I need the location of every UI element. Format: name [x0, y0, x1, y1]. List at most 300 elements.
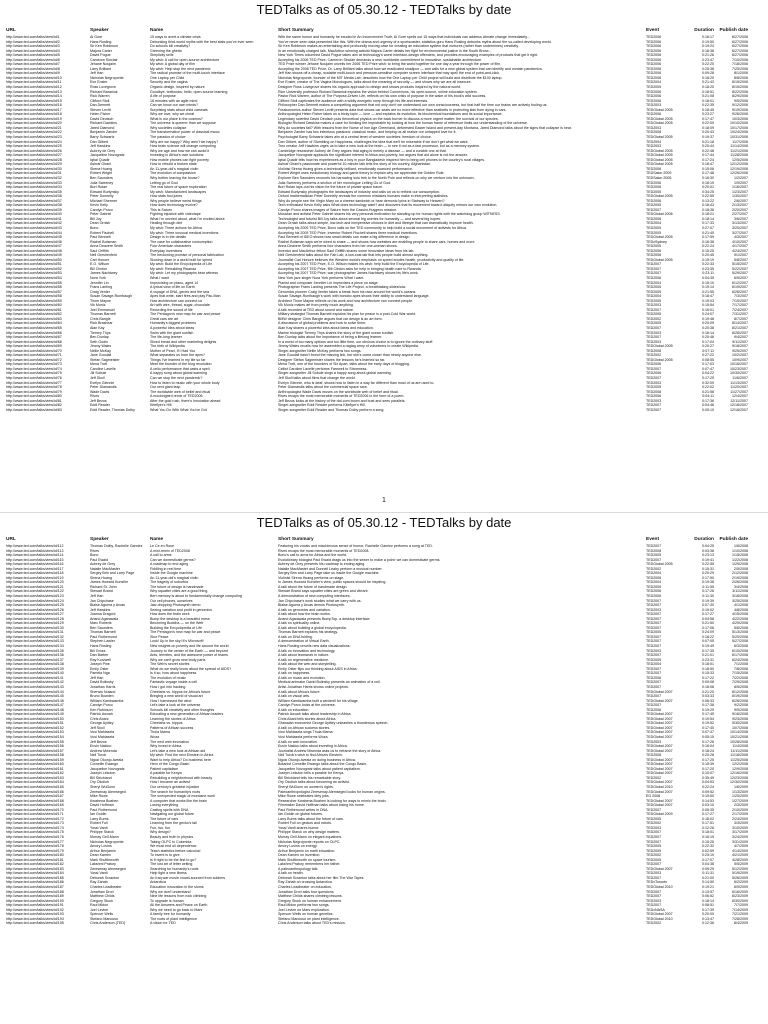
cell-url[interactable]: http://www.ted.com/talks/view/id/154 — [6, 734, 64, 739]
cell-url[interactable]: http://www.ted.com/talks/view/id/30 — [6, 166, 62, 171]
cell-url[interactable]: http://www.ted.com/talks/view/id/119 — [6, 575, 64, 580]
table-body — [0, 35, 768, 412]
cell-event: TED2007 — [646, 671, 662, 676]
cell-url[interactable]: http://www.ted.com/talks/view/id/145 — [6, 694, 64, 699]
cell-speaker: Bill Gross — [90, 648, 106, 653]
cell-url[interactable]: http://www.ted.com/talks/view/id/185 — [6, 875, 64, 880]
cell-duration: 0:23:27 — [702, 112, 714, 117]
cell-duration: 0:18:08 — [702, 684, 714, 689]
cell-url[interactable]: http://www.ted.com/talks/view/id/166 — [6, 789, 64, 794]
cell-url[interactable]: http://www.ted.com/talks/view/id/183 — [6, 866, 64, 871]
cell-name: Losing everything — [150, 803, 179, 808]
cell-name: Why design? — [150, 830, 171, 835]
cell-summary: Ngozi Okonjo-Iweala on doing business in Africa. — [278, 757, 356, 762]
cell-summary: Treo creator Jeff Hawkins urges us to take a new look at the brain — to see it not as a fast processor, but as a memory system. — [278, 144, 480, 149]
cell-url[interactable]: http://www.ted.com/talks/view/id/9 — [6, 71, 60, 76]
cell-url[interactable]: http://www.ted.com/talks/view/id/27 — [6, 153, 62, 158]
cell-url[interactable]: http://www.ted.com/talks/view/id/172 — [6, 816, 64, 821]
cell-url[interactable]: http://www.ted.com/talks/view/id/70 — [6, 348, 62, 353]
cell-speaker: Vusi Mahlasela — [90, 734, 115, 739]
cell-url[interactable]: http://www.ted.com/talks/view/id/132 — [6, 634, 64, 639]
cell-name: Fighting injustice with videotape — [150, 212, 201, 217]
cell-duration: 0:14:50 — [702, 880, 714, 885]
cell-url[interactable]: http://www.ted.com/talks/view/id/156 — [6, 744, 64, 749]
cell-url[interactable]: http://www.ted.com/talks/view/id/163 — [6, 775, 64, 780]
cell-url[interactable]: http://www.ted.com/talks/view/id/28 — [6, 157, 62, 162]
cell-speaker: Arthur Benjamin — [90, 848, 116, 853]
cell-duration: 0:24:07 — [702, 312, 714, 317]
cell-url[interactable]: http://www.ted.com/talks/view/id/53 — [6, 271, 62, 276]
cell-url[interactable]: http://www.ted.com/talks/view/id/121 — [6, 584, 64, 589]
cell-url[interactable]: http://www.ted.com/talks/view/id/188 — [6, 889, 64, 894]
cell-url[interactable]: http://www.ted.com/talks/view/id/10 — [6, 75, 62, 80]
cell-url[interactable]: http://www.ted.com/talks/view/id/136 — [6, 653, 64, 658]
cell-summary: A talk on innovation and technology. — [278, 648, 336, 653]
cell-publish-date: 5/13/2008 — [732, 630, 748, 635]
cell-duration: 0:22:20 — [702, 62, 714, 67]
cell-speaker: Eddi Reader — [90, 403, 110, 408]
cell-speaker: Thom Mayne — [90, 298, 111, 303]
cell-url[interactable]: http://www.ted.com/talks/view/id/57 — [6, 289, 62, 294]
cell-url[interactable]: http://www.ted.com/talks/view/id/124 — [6, 598, 64, 603]
cell-url[interactable]: http://www.ted.com/talks/view/id/42 — [6, 221, 62, 226]
cell-url[interactable]: http://www.ted.com/talks/view/id/128 — [6, 616, 64, 621]
cell-speaker: Carolyn Porco — [90, 703, 113, 708]
cell-speaker: Hans Rosling — [90, 644, 112, 649]
cell-speaker: Amory Lovins — [90, 844, 112, 849]
cell-url[interactable]: http://www.ted.com/talks/view/id/169 — [6, 803, 64, 808]
cell-publish-date: 12/4/2007 — [732, 394, 748, 399]
cell-url[interactable]: http://www.ted.com/talks/view/id/36 — [6, 194, 62, 199]
cell-speaker: Jared Diamond — [90, 125, 115, 130]
cell-publish-date: 1/15/2008 — [732, 553, 748, 558]
cell-url[interactable]: http://www.ted.com/talks/view/id/62 — [6, 312, 62, 317]
cell-url[interactable]: http://www.ted.com/talks/view/id/82 — [6, 403, 62, 408]
cell-publish-date: 11/13/2007 — [730, 380, 748, 385]
cell-url[interactable]: http://www.ted.com/talks/view/id/192 — [6, 907, 64, 912]
cell-url[interactable]: http://www.ted.com/talks/view/id/63 — [6, 316, 62, 321]
cell-name: Inside the Google machine — [150, 571, 193, 576]
cell-url[interactable]: http://www.ted.com/talks/view/id/32 — [6, 175, 62, 180]
cell-url[interactable]: http://www.ted.com/talks/view/id/77 — [6, 380, 62, 385]
cell-url[interactable]: http://www.ted.com/talks/view/id/170 — [6, 807, 64, 812]
cell-speaker: Burt Rutan — [90, 185, 108, 190]
cell-speaker: Nora York — [90, 275, 106, 280]
cell-url[interactable]: http://www.ted.com/talks/view/id/159 — [6, 757, 64, 762]
cell-url[interactable]: http://www.ted.com/talks/view/id/19 — [6, 116, 62, 121]
cell-url[interactable]: http://www.ted.com/talks/view/id/50 — [6, 257, 62, 262]
cell-url[interactable]: http://www.ted.com/talks/view/id/8 — [6, 66, 60, 71]
cell-url[interactable]: http://www.ted.com/talks/view/id/5 — [6, 53, 60, 58]
cell-url[interactable]: http://www.ted.com/talks/view/id/41 — [6, 216, 62, 221]
cell-name: Mother of Pearl, If I Had You — [150, 348, 196, 353]
cell-url[interactable]: http://www.ted.com/talks/view/id/140 — [6, 671, 64, 676]
cell-url[interactable]: http://www.ted.com/talks/view/id/179 — [6, 848, 64, 853]
cell-url[interactable]: http://www.ted.com/talks/view/id/38 — [6, 203, 62, 208]
cell-speaker: Kwabena Boahen — [90, 798, 119, 803]
cell-url[interactable]: http://www.ted.com/talks/view/id/143 — [6, 684, 64, 689]
cell-summary: Euvin Naidoo talks about investing in Africa. — [278, 744, 348, 749]
cell-duration: 0:17:48 — [702, 171, 714, 176]
cell-url[interactable]: http://www.ted.com/talks/view/id/45 — [6, 235, 62, 240]
cell-url[interactable]: http://www.ted.com/talks/view/id/47 — [6, 244, 62, 249]
cell-url[interactable]: http://www.ted.com/talks/view/id/157 — [6, 748, 64, 753]
cell-url[interactable]: http://www.ted.com/talks/view/id/40 — [6, 212, 62, 217]
cell-publish-date: 10/30/2007 — [730, 371, 748, 376]
cell-url[interactable]: http://www.ted.com/talks/view/id/23 — [6, 135, 62, 140]
cell-url[interactable]: http://www.ted.com/talks/view/id/12 — [6, 85, 62, 90]
cell-event: TEDSalon 2005 — [646, 175, 672, 180]
cell-url[interactable]: http://www.ted.com/talks/view/id/191 — [6, 903, 64, 908]
cell-url[interactable]: http://www.ted.com/talks/view/id/58 — [6, 294, 62, 299]
cell-duration: 0:17:39 — [702, 907, 714, 912]
cell-url[interactable]: http://www.ted.com/talks/view/id/1 — [6, 35, 60, 39]
cell-url[interactable]: http://www.ted.com/talks/view/id/112 — [6, 544, 64, 548]
cell-url[interactable]: http://www.ted.com/talks/view/id/177 — [6, 839, 64, 844]
cell-event: TED2007 — [646, 307, 662, 312]
cell-url[interactable]: http://www.ted.com/talks/view/id/115 — [6, 557, 64, 562]
cell-name: Teach statistics before calculus! — [150, 848, 201, 853]
cell-url[interactable]: http://www.ted.com/talks/view/id/141 — [6, 675, 64, 680]
cell-duration: 0:18:01 — [702, 830, 714, 835]
cell-url[interactable]: http://www.ted.com/talks/view/id/158 — [6, 753, 64, 758]
cell-duration: 0:13:47 — [702, 916, 714, 921]
cell-publish-date: 8/4/2009 — [734, 921, 748, 926]
cell-duration: 0:25:10 — [702, 853, 714, 858]
cell-url[interactable]: http://www.ted.com/talks/view/id/135 — [6, 648, 64, 653]
cell-url[interactable]: http://www.ted.com/talks/view/id/44 — [6, 230, 62, 235]
cell-name: Searching for humanity's roots — [150, 866, 199, 871]
cell-summary: Featuring his vocals and mischievous sense of humor, Rachelle Garniez performs a song at TED. — [278, 544, 433, 548]
cell-summary: Pastor Rick Warren, author of The Purpose-Driven Life, reflects on his own crisis of purpose in the wake of his book's wild success. — [278, 94, 487, 99]
cell-url[interactable]: http://www.ted.com/talks/view/id/164 — [6, 780, 64, 785]
cell-url[interactable]: http://www.ted.com/talks/view/id/127 — [6, 612, 64, 617]
cell-summary: A talk about the future of handmade design. — [278, 584, 348, 589]
cell-summary: Joseph Lekuton tells a parable for Kenya. — [278, 771, 345, 776]
cell-url[interactable]: http://www.ted.com/talks/view/id/17 — [6, 107, 62, 112]
cell-publish-date: 6/10/2008 — [732, 648, 748, 653]
cell-url[interactable]: http://www.ted.com/talks/view/id/118 — [6, 571, 64, 576]
cell-url[interactable]: http://www.ted.com/talks/view/id/175 — [6, 830, 64, 835]
cell-url[interactable]: http://www.ted.com/talks/view/id/129 — [6, 621, 64, 626]
cell-summary: Designer Stefan Sagmeister shares the lessons he's learned so far. — [278, 357, 386, 362]
cell-url[interactable]: http://www.ted.com/talks/view/id/173 — [6, 821, 64, 826]
cell-url[interactable]: http://www.ted.com/talks/view/id/31 — [6, 171, 62, 176]
cell-url[interactable]: http://www.ted.com/talks/view/id/181 — [6, 857, 64, 862]
cell-event: TED2003 — [646, 871, 662, 876]
cell-publish-date: 8/5/2008 — [734, 684, 748, 689]
cell-name: Journey to the center of the Earth — and beyond — [150, 648, 228, 653]
cell-name: Schools kill creativity and other thoughts — [150, 707, 215, 712]
cell-url[interactable]: http://www.ted.com/talks/view/id/165 — [6, 784, 64, 789]
cell-duration: 0:07:47 — [702, 366, 714, 371]
cell-url[interactable]: http://www.ted.com/talks/view/id/194 — [6, 916, 64, 921]
cell-duration: 0:10:07 — [702, 771, 714, 776]
cell-url[interactable]: http://www.ted.com/talks/view/id/113 — [6, 548, 64, 553]
cell-event: TED2007 — [646, 612, 662, 617]
cell-duration: 0:21:50 — [702, 621, 714, 626]
cell-url[interactable]: http://www.ted.com/talks/view/id/186 — [6, 880, 64, 885]
cell-url[interactable]: http://www.ted.com/talks/view/id/69 — [6, 344, 62, 349]
cell-url[interactable]: http://www.ted.com/talks/view/id/48 — [6, 248, 62, 253]
cell-publish-date: 6/27/2006 — [732, 35, 748, 39]
cell-publish-date: 1/22/2008 — [732, 557, 748, 562]
cell-event: TED2005 — [646, 289, 662, 294]
cell-url[interactable]: http://www.ted.com/talks/view/id/155 — [6, 739, 64, 744]
cell-url[interactable]: http://www.ted.com/talks/view/id/64 — [6, 321, 62, 326]
cell-url[interactable]: http://www.ted.com/talks/view/id/6 — [6, 57, 60, 62]
cell-name: The search for humanity's roots — [150, 789, 201, 794]
cell-url[interactable]: http://www.ted.com/talks/view/id/34 — [6, 185, 62, 190]
cell-publish-date: 10/24/2006 — [730, 130, 748, 135]
cell-url[interactable]: http://www.ted.com/talks/view/id/137 — [6, 657, 64, 662]
cell-summary: Marine biologist Tierney Thys shares the story of the giant ocean sunfish. — [278, 330, 395, 335]
cell-name: Improvising on piano, aged 14 — [150, 280, 199, 285]
cell-url[interactable]: http://www.ted.com/talks/view/id/182 — [6, 862, 64, 867]
cell-url[interactable]: http://www.ted.com/talks/view/id/138 — [6, 662, 64, 667]
cell-name: Do schools kill creativity? — [150, 44, 191, 49]
cell-url[interactable]: http://www.ted.com/talks/view/id/151 — [6, 721, 64, 726]
cell-url[interactable]: http://www.ted.com/talks/view/id/68 — [6, 339, 62, 344]
cell-speaker: Bono — [90, 553, 99, 558]
cell-name: My wish: A call for open-source architecture — [150, 57, 220, 62]
cell-url[interactable]: http://www.ted.com/talks/view/id/152 — [6, 725, 64, 730]
cell-url[interactable]: http://www.ted.com/talks/view/id/153 — [6, 730, 64, 735]
cell-url[interactable]: http://www.ted.com/talks/view/id/61 — [6, 307, 62, 312]
cell-url[interactable]: http://www.ted.com/talks/view/id/52 — [6, 266, 62, 271]
cell-url[interactable]: http://www.ted.com/talks/view/id/26 — [6, 148, 62, 153]
cell-url[interactable]: http://www.ted.com/talks/view/id/75 — [6, 371, 62, 376]
cell-url[interactable]: http://www.ted.com/talks/view/id/46 — [6, 239, 62, 244]
cell-speaker: Dean Ornish — [90, 221, 111, 226]
cell-url[interactable]: http://www.ted.com/talks/view/id/4 — [6, 48, 60, 53]
cell-publish-date: 1/16/2007 — [732, 185, 748, 190]
cell-speaker: Sergey Brin and Larry Page — [90, 571, 135, 576]
cell-url[interactable]: http://www.ted.com/talks/view/id/14 — [6, 94, 62, 99]
cell-event: TEDGlobal 2007 — [646, 689, 673, 694]
cell-url[interactable]: http://www.ted.com/talks/view/id/65 — [6, 326, 62, 330]
cell-url[interactable]: http://www.ted.com/talks/view/id/35 — [6, 189, 62, 194]
cell-url[interactable]: http://www.ted.com/talks/view/id/130 — [6, 625, 64, 630]
cell-url[interactable]: http://www.ted.com/talks/view/id/33 — [6, 180, 62, 185]
cell-publish-date: 6/2/2009 — [734, 880, 748, 885]
cell-url[interactable]: http://www.ted.com/talks/view/id/25 — [6, 144, 62, 149]
cell-url[interactable]: http://www.ted.com/talks/view/id/74 — [6, 366, 62, 371]
cell-duration: 0:19:38 — [702, 580, 714, 585]
cell-url[interactable]: http://www.ted.com/talks/view/id/120 — [6, 580, 64, 585]
cell-url[interactable]: http://www.ted.com/talks/view/id/161 — [6, 766, 64, 771]
cell-name: Sliced bread and other marketing delights — [150, 339, 217, 344]
cell-url[interactable]: http://www.ted.com/talks/view/id/146 — [6, 698, 64, 703]
cell-event: TED2004 — [646, 580, 662, 585]
cell-summary: Spencer Wells on human genetics. — [278, 912, 334, 917]
cell-duration: 0:23:11 — [702, 271, 714, 276]
cell-name: Want to help Africa? Do business here — [150, 757, 211, 762]
cell-url[interactable]: http://www.ted.com/talks/view/id/162 — [6, 771, 64, 776]
cell-event: TED2006 — [646, 62, 662, 67]
cell-url[interactable]: http://www.ted.com/talks/view/id/160 — [6, 762, 64, 767]
cell-speaker: Jonathan Harris — [90, 684, 116, 689]
cell-url[interactable]: http://www.ted.com/talks/view/id/18 — [6, 112, 62, 117]
cell-url[interactable]: http://www.ted.com/talks/view/id/20 — [6, 121, 62, 126]
cell-name: Simplicity sells — [150, 53, 174, 58]
cell-duration: 0:22:00 — [702, 121, 714, 126]
cell-url[interactable]: http://www.ted.com/talks/view/id/147 — [6, 703, 64, 708]
cell-url[interactable]: http://www.ted.com/talks/view/id/122 — [6, 589, 64, 594]
cell-name: The life-long learner — [150, 335, 182, 340]
cell-url[interactable]: http://www.ted.com/talks/view/id/176 — [6, 835, 64, 839]
cell-url[interactable]: http://www.ted.com/talks/view/id/168 — [6, 798, 64, 803]
cell-url[interactable]: http://www.ted.com/talks/view/id/78 — [6, 385, 62, 390]
cell-url[interactable]: http://www.ted.com/talks/view/id/116 — [6, 562, 64, 567]
cell-speaker: Barry Schwartz — [90, 135, 115, 140]
cell-url[interactable]: http://www.ted.com/talks/view/id/171 — [6, 812, 64, 817]
cell-event: TED2005 — [646, 321, 662, 326]
cell-event: TED2005 — [646, 285, 662, 290]
cell-url[interactable]: http://www.ted.com/talks/view/id/43 — [6, 225, 62, 230]
cell-duration: 0:18:09 — [702, 125, 714, 130]
cell-duration: 0:18:14 — [702, 898, 714, 903]
cell-publish-date: 11/14/2006 — [730, 144, 748, 149]
cell-url[interactable]: http://www.ted.com/talks/view/id/125 — [6, 603, 64, 608]
cell-url[interactable]: http://www.ted.com/talks/view/id/117 — [6, 566, 64, 571]
cell-url[interactable]: http://www.ted.com/talks/view/id/71 — [6, 353, 62, 358]
cell-summary: Amory Lovins on energy. — [278, 844, 318, 849]
cell-url[interactable]: http://www.ted.com/talks/view/id/60 — [6, 303, 62, 308]
cell-publish-date: 4/1/2008 — [734, 603, 748, 608]
cell-url[interactable]: http://www.ted.com/talks/view/id/59 — [6, 298, 62, 303]
cell-url[interactable]: http://www.ted.com/talks/view/id/131 — [6, 630, 64, 635]
cell-url[interactable]: http://www.ted.com/talks/view/id/54 — [6, 275, 62, 280]
cell-publish-date: 5/8/2007 — [734, 257, 748, 262]
cell-speaker: Peter Donnelly — [90, 194, 114, 199]
cell-url[interactable]: http://www.ted.com/talks/view/id/51 — [6, 262, 62, 267]
cell-duration: 0:17:06 — [702, 625, 714, 630]
cell-speaker: Ben Saunders — [90, 175, 113, 180]
cell-url[interactable]: http://www.ted.com/talks/view/id/79 — [6, 389, 62, 394]
cell-event: TED2006 — [646, 48, 662, 53]
cell-url[interactable]: http://www.ted.com/talks/view/id/29 — [6, 162, 62, 167]
cell-event: TED2005 — [646, 225, 662, 230]
cell-duration: 0:32:09 — [702, 380, 714, 385]
cell-duration: 0:21:43 — [702, 80, 714, 85]
cell-url[interactable]: http://www.ted.com/talks/view/id/39 — [6, 207, 62, 212]
cell-duration: 0:23:47 — [702, 57, 714, 62]
cell-name: Beauty and truth in physics — [150, 835, 194, 839]
cell-url[interactable]: http://www.ted.com/talks/view/id/81 — [6, 398, 62, 403]
cell-event: TEDGlobal 2010 — [646, 885, 673, 890]
cell-url[interactable]: http://www.ted.com/talks/view/id/184 — [6, 871, 64, 876]
cell-url[interactable]: http://www.ted.com/talks/view/id/180 — [6, 853, 64, 858]
cell-url[interactable]: http://www.ted.com/talks/view/id/193 — [6, 912, 64, 917]
cell-summary: Benjamin Zander has two infectious passions: classical music, and helping us all realize our untapped love for it. — [278, 130, 457, 135]
cell-url[interactable]: http://www.ted.com/talks/view/id/2 — [6, 39, 60, 44]
cell-summary: Paleoanthropologist Zeresenay Alemseged looks for human origins. — [278, 789, 386, 794]
cell-url[interactable]: http://www.ted.com/talks/view/id/133 — [6, 639, 64, 644]
cell-publish-date: 7/3/2007 — [734, 294, 748, 299]
cell-url[interactable]: http://www.ted.com/talks/view/id/72 — [6, 357, 62, 362]
cell-speaker: Marc Roberts — [90, 621, 112, 626]
cell-url[interactable]: http://www.ted.com/talks/view/id/37 — [6, 198, 62, 203]
cell-publish-date: 11/18/2008 — [730, 753, 748, 758]
cell-duration: 0:06:52 — [702, 894, 714, 899]
cell-publish-date: 12/2/2008 — [732, 762, 748, 767]
cell-summary: Mena Trott, one of the founders of Six Apart, talks about the early days of blogging. — [278, 362, 410, 367]
cell-url[interactable]: http://www.ted.com/talks/view/id/76 — [6, 376, 62, 381]
cell-url[interactable]: http://www.ted.com/talks/view/id/114 — [6, 553, 64, 558]
cell-url[interactable]: http://www.ted.com/talks/view/id/148 — [6, 707, 64, 712]
cell-duration: 0:20:43 — [702, 130, 714, 135]
cell-event: TED2004 — [646, 662, 662, 667]
cell-url[interactable]: http://www.ted.com/talks/view/id/167 — [6, 794, 64, 799]
cell-name: Fantastic voyage inside a cell — [150, 680, 197, 685]
cell-url[interactable]: http://www.ted.com/talks/view/id/149 — [6, 712, 64, 717]
cell-publish-date: 6/16/2009 — [732, 889, 748, 894]
cell-url[interactable]: http://www.ted.com/talks/view/id/150 — [6, 716, 64, 721]
cell-url[interactable]: http://www.ted.com/talks/view/id/80 — [6, 394, 62, 399]
cell-summary: Oxford mathematician Peter Donnelly reveals the common mistakes humans make in interpreting statistics. — [278, 194, 449, 199]
cell-speaker: Chris Abani — [90, 716, 109, 721]
cell-url[interactable]: http://www.ted.com/talks/view/id/190 — [6, 898, 64, 903]
cell-speaker: Rives — [90, 548, 99, 553]
cell-url[interactable]: http://www.ted.com/talks/view/id/134 — [6, 644, 64, 649]
cell-url[interactable]: http://www.ted.com/talks/view/id/55 — [6, 280, 62, 285]
cell-url[interactable]: http://www.ted.com/talks/view/id/56 — [6, 285, 62, 290]
cell-url[interactable]: http://www.ted.com/talks/view/id/123 — [6, 594, 64, 599]
cell-url[interactable]: http://www.ted.com/talks/view/id/139 — [6, 666, 64, 671]
cell-url[interactable]: http://www.ted.com/talks/view/id/195 — [6, 921, 64, 926]
cell-url[interactable]: http://www.ted.com/talks/view/id/144 — [6, 689, 64, 694]
cell-url[interactable]: http://www.ted.com/talks/view/id/13 — [6, 89, 62, 94]
cell-url[interactable]: http://www.ted.com/talks/view/id/187 — [6, 885, 64, 890]
cell-url[interactable]: http://www.ted.com/talks/view/id/174 — [6, 825, 64, 830]
cell-summary: A talk recorded at TED about sound and nature. — [278, 307, 355, 312]
cell-url[interactable]: http://www.ted.com/talks/view/id/49 — [6, 253, 62, 258]
cell-name: The evolution of compassion — [150, 171, 196, 176]
cell-url[interactable]: http://www.ted.com/talks/view/id/21 — [6, 125, 62, 130]
cell-name: Slowing down in a world built for speed — [150, 257, 213, 262]
cell-summary: Dan Gilbert, author of Stumbling on Happiness, challenges the idea that we'll be miserable if we don't get what we want. — [278, 139, 469, 144]
cell-url[interactable]: http://www.ted.com/talks/view/id/178 — [6, 844, 64, 849]
cell-url[interactable]: http://www.ted.com/talks/view/id/24 — [6, 139, 62, 144]
cell-name: Help fight a new illness — [150, 871, 187, 876]
cell-publish-date: 12/30/2008 — [730, 780, 748, 785]
cell-url[interactable]: http://www.ted.com/talks/view/id/66 — [6, 330, 62, 335]
cell-speaker: Jeff Bezos — [90, 398, 107, 403]
cell-event: TED2007 — [646, 262, 662, 267]
cell-url[interactable]: http://www.ted.com/talks/view/id/126 — [6, 607, 64, 612]
cell-speaker: Saul Griffith — [90, 248, 109, 253]
cell-duration: 0:23:35 — [702, 266, 714, 271]
cell-speaker: Mena Trott — [90, 362, 108, 367]
cell-url[interactable]: http://www.ted.com/talks/view/id/142 — [6, 680, 64, 685]
cell-url[interactable]: http://www.ted.com/talks/view/id/73 — [6, 362, 62, 367]
cell-url[interactable]: http://www.ted.com/talks/view/id/3 — [6, 44, 60, 49]
cell-event: TED2003 — [646, 144, 662, 149]
cell-url[interactable]: http://www.ted.com/talks/view/id/67 — [6, 335, 62, 340]
cell-url[interactable]: http://www.ted.com/talks/view/id/16 — [6, 103, 62, 108]
cell-url[interactable]: http://www.ted.com/talks/view/id/189 — [6, 894, 64, 899]
cell-url[interactable]: http://www.ted.com/talks/view/id/15 — [6, 98, 62, 103]
cell-url[interactable]: http://www.ted.com/talks/view/id/11 — [6, 80, 62, 85]
cell-url[interactable]: http://www.ted.com/talks/view/id/22 — [6, 130, 62, 135]
cell-duration: 0:22:24 — [702, 784, 714, 789]
cell-url[interactable]: http://www.ted.com/talks/view/id/7 — [6, 62, 60, 67]
cell-summary: Gregory Stock on human enhancement. — [278, 898, 342, 903]
cell-name: Jaw-dropping Photosynth demo — [150, 603, 201, 608]
cell-url[interactable]: http://www.ted.com/talks/view/id/83 — [6, 407, 62, 412]
cell-speaker: Rick Brashear — [90, 321, 113, 326]
